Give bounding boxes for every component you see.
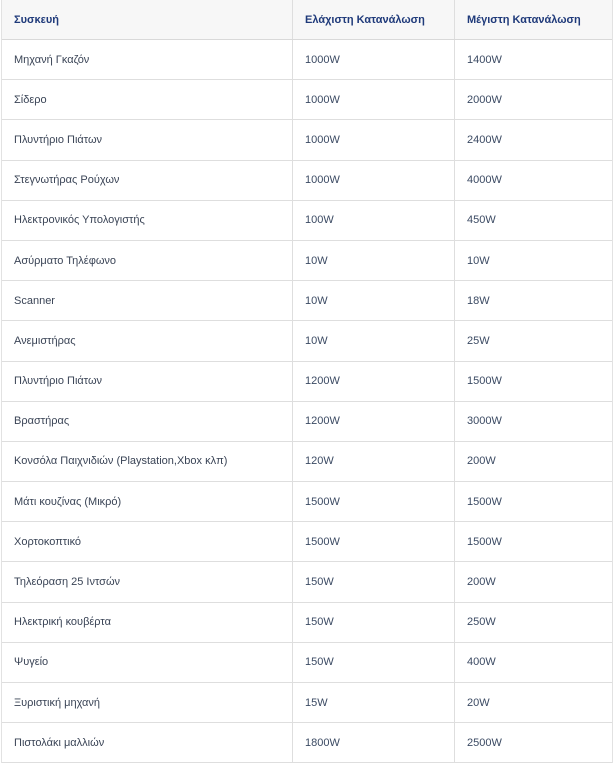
min-consumption-cell: 150W [293,643,455,682]
device-cell: Μηχανή Γκαζόν [2,40,293,79]
max-consumption-cell: 200W [467,455,496,468]
min-consumption-cell: 15W [293,683,455,722]
max-consumption-cell: 1500W [467,375,502,388]
min-consumption-cell: 10W [293,281,455,320]
table-row [2,603,612,643]
min-consumption-cell: 1000W [293,80,455,119]
header-max-consumption: Μέγιστη Κατανάλωση [467,13,581,26]
max-consumption-cell: 2500W [467,736,502,749]
device-cell: Ασύρματο Τηλέφωνο [2,241,293,280]
device-cell: Κονσόλα Παιχνιδιών (Playstation,Xbox κλπ) [2,442,293,481]
min-consumption-cell: 1200W [293,402,455,441]
max-consumption-cell: 18W [467,294,490,307]
max-consumption-cell: 2000W [467,93,502,106]
max-consumption-cell: 4000W [467,174,502,187]
table-row [2,643,612,683]
device-cell: Τηλεόραση 25 Ιντσών [2,562,293,601]
device-cell: Μάτι κουζίνας (Μικρό) [2,482,293,521]
table-row [2,120,612,160]
max-consumption-cell: 20W [467,696,490,709]
min-consumption-cell: 1000W [293,40,455,79]
max-consumption-cell: 10W [467,254,490,267]
min-consumption-cell: 120W [293,442,455,481]
min-consumption-cell: 150W [293,603,455,642]
min-consumption-cell: 10W [293,241,455,280]
device-cell: Scanner [2,281,293,320]
power-consumption-table [1,0,613,763]
min-consumption-cell: 1800W [293,723,455,762]
min-consumption-cell: 1500W [293,482,455,521]
table-row [2,241,612,281]
header-device: Συσκευή [2,0,293,39]
device-cell: Ηλεκτρονικός Υπολογιστής [2,201,293,240]
device-cell: Σίδερο [2,80,293,119]
max-consumption-cell: 250W [467,616,496,629]
table-row [2,522,612,562]
max-consumption-cell: 1400W [467,53,502,66]
max-consumption-cell: 1500W [467,535,502,548]
table-row [2,161,612,201]
max-consumption-cell: 200W [467,576,496,589]
table-row [2,40,612,80]
device-cell: Ανεμιστήρας [2,321,293,360]
device-cell: Ψυγείο [2,643,293,682]
table-row [2,201,612,241]
table-row [2,482,612,522]
table-row [2,362,612,402]
min-consumption-cell: 150W [293,562,455,601]
table-row [2,402,612,442]
header-min-consumption: Ελάχιστη Κατανάλωση [293,0,455,39]
table-row [2,683,612,723]
max-consumption-cell: 3000W [467,415,502,428]
table-row [2,562,612,602]
min-consumption-cell: 1200W [293,362,455,401]
min-consumption-cell: 1000W [293,120,455,159]
max-consumption-cell: 2400W [467,133,502,146]
table-row [2,281,612,321]
device-cell: Ηλεκτρική κουβέρτα [2,603,293,642]
table-row [2,80,612,120]
table-row [2,321,612,361]
max-consumption-cell: 450W [467,214,496,227]
min-consumption-cell: 100W [293,201,455,240]
min-consumption-cell: 1000W [293,161,455,200]
device-cell: Χορτοκοπτικό [2,522,293,561]
device-cell: Στεγνωτήρας Ρούχων [2,161,293,200]
max-consumption-cell: 400W [467,656,496,669]
max-consumption-cell: 25W [467,334,490,347]
min-consumption-cell: 1500W [293,522,455,561]
device-cell: Βραστήρας [2,402,293,441]
table-header-row [2,0,612,40]
table-row [2,442,612,482]
device-cell: Ξυριστική μηχανή [2,683,293,722]
table-row [2,723,612,763]
device-cell: Πλυντήριο Πιάτων [2,120,293,159]
device-cell: Πλυντήριο Πιάτων [2,362,293,401]
min-consumption-cell: 10W [293,321,455,360]
table-body [2,40,612,763]
device-cell: Πιστολάκι μαλλιών [2,723,293,762]
max-consumption-cell: 1500W [467,495,502,508]
